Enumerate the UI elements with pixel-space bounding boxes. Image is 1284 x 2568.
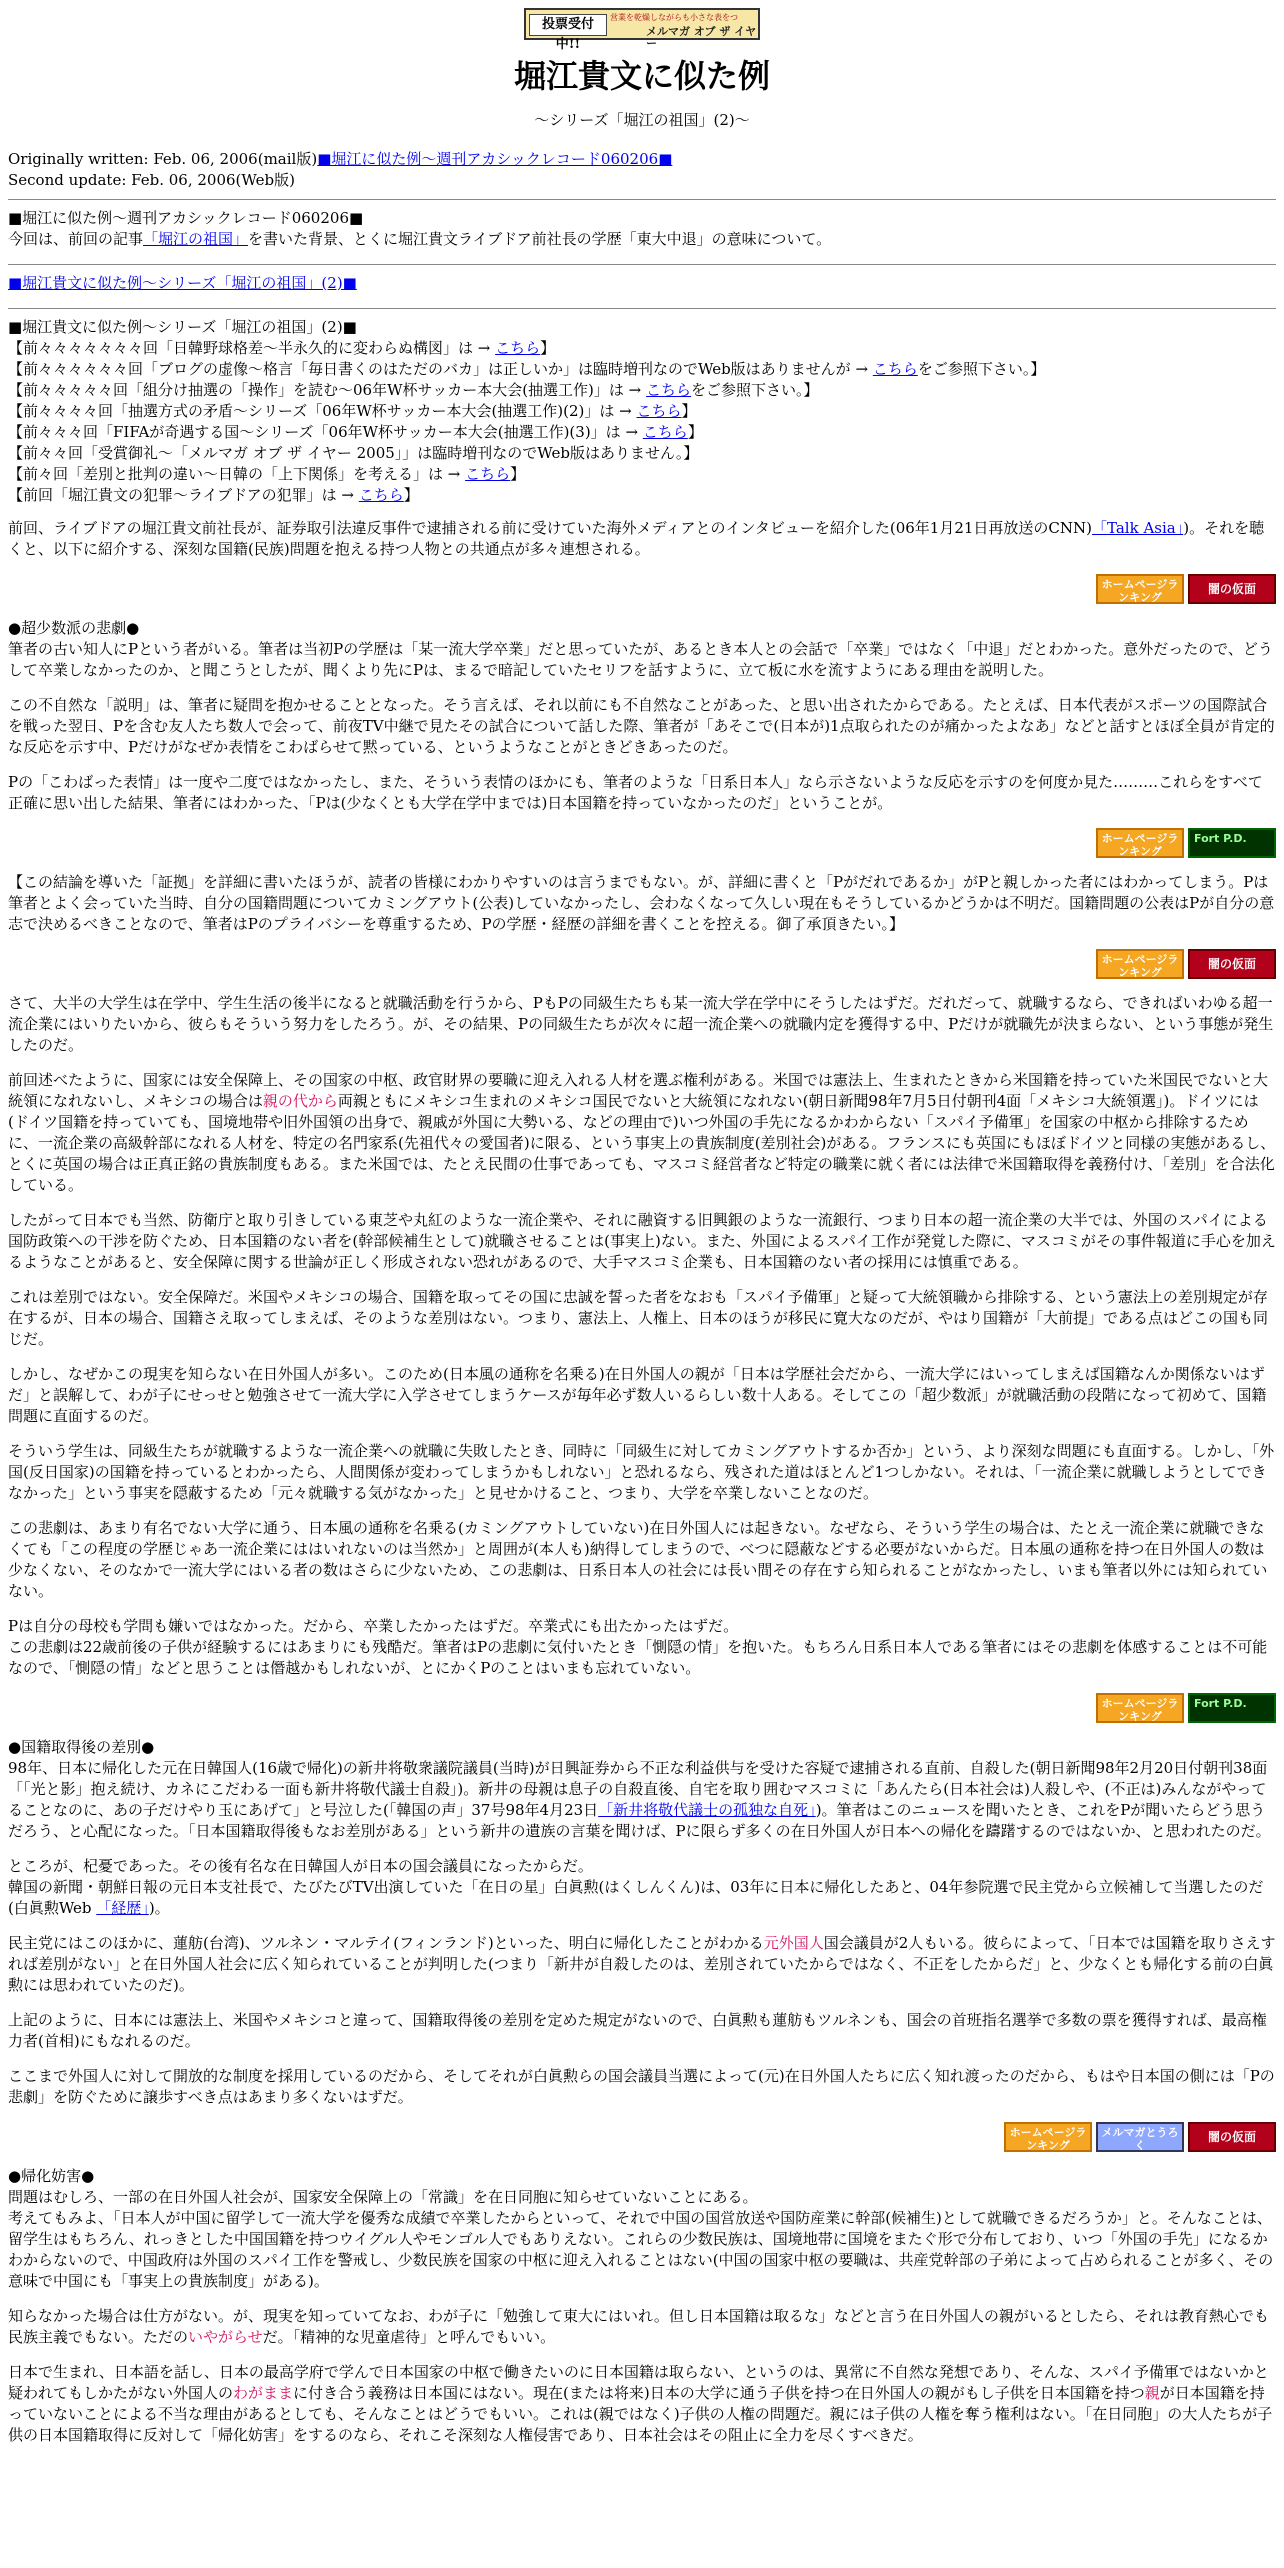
section-heading: ●帰化妨害●: [8, 2167, 95, 2185]
page-subtitle: ～シリーズ「堀江の祖国」(2)～: [534, 111, 750, 129]
prev-item: 【前々々回「受賞御礼～「メルマガ オブ ザ イヤー 2005」」は臨時増刊なのでWeb版はありません。】: [8, 444, 699, 462]
meta-info: [8, 149, 1276, 191]
paragraph: そういう学生は、同級生たちが就職するような一流企業への就職に失敗したとき、同時に「同級生に対してカミングアウトするか否か」という、より深刻な問題にも直面する。しかし、「外国(反日国家)の国籍を持っているとわかったら、人間関係が変わってしまうかもしれない」と恐れるなら、残された道はほとんど1つしかない。それは、「一流企業に就職しようとしてできなかった」という事実を隠蔽するため「元々就職する気がなかった」と見せかけること、つまり、大学を卒業しないことなのだ。: [8, 1442, 1275, 1502]
paragraph: これは差別ではない。安全保障だ。米国やメキシコの場合、国籍を取ってその国に忠誠を誓った者をなおも「スパイ予備軍」と疑って大統領職から排除する、という憲法上の差別規定が存在するが、日本の場合、国籍さえ取ってしまえば、そのような差別はない。つまり、憲法上、人権上、日本のほうが移民に寛大なのだが、やはり国籍が「大前提」である点はどこの国も同じだ。: [8, 1288, 1269, 1348]
prev-link[interactable]: こちら: [465, 465, 511, 483]
mailmag-badge[interactable]: メルマガとうろく: [1096, 2122, 1184, 2152]
written-text: Originally written: Feb. 06, 2006(mail版): [8, 150, 318, 168]
written-line: [8, 149, 1276, 170]
intro-text-pre: 今回は、前回の記事: [8, 230, 144, 248]
update-line: Second update: Feb. 06, 2006(Web版): [8, 171, 295, 189]
page-title: 堀江貴文に似た例: [513, 57, 770, 95]
prev-link[interactable]: こちら: [495, 339, 541, 357]
ranking-badge[interactable]: ホームページランキング: [1096, 949, 1184, 979]
paragraph: さて、大半の大学生は在学中、学生生活の後半になると就職活動を行うから、PもPの同級生たちも某一流大学在学中にそうしたはずだ。だれだって、就職するなら、できればいわゆる超一流企業にはいりたいから、彼らもそういう努力をしたろう。が、その結果、Pの同級生たちが次々に超一流企業への就職内定を獲得する中、Pだけが就職先が決まらない、という事態が発生したのだ。: [8, 994, 1274, 1054]
fort-badge[interactable]: Fort P.D.: [1188, 828, 1276, 858]
banner-area: [8, 0, 1276, 52]
paragraph: 筆者の古い知人にPという者がいる。筆者は当初Pの学歴は「某一流大学卒業」だと思っていたが、あるとき本人との会話で「卒業」ではなく「中退」だとわかった。意外だったので、どうして卒業しなかったのか、と聞こうとしたが、聞くより先にPは、まるで暗記していたセリフを話すように、立て板に水を流すようにある理由を説明した。: [8, 640, 1273, 679]
paragraph: 問題はむしろ、一部の在日外国人社会が、国家安全保障上の「常識」を在日同胞に知らせていないことにある。 考えてもみよ、「日本人が中国に留学して一流大学を優秀な成績で卒業したからといって、それで中国の国営放送や国防産業に幹部(候補生)として就職できるだろうか」と。そんなことは、留学生はもちろん、れっきとした中国国籍を持つウイグル人やモンゴル人でもありえない。これらの少数民族は、国境地帯に国境をまたぐ形で分布しており、いつ「外国の手先」になるかわからないので、中国政府は外国のスパイ工作を警戒し、少数民族を国家の中枢に迎え入れることはない(中国の国家中枢の要職は、共産党幹部の子弟によって占められることが多く、その意味で中国にも「事実上の貴族制度」がある)。: [8, 2188, 1274, 2290]
highlight-text: 元外国人: [763, 1934, 824, 1952]
highlight-text: 親: [1144, 2384, 1160, 2402]
paragraph: 【この結論を導いた「証拠」を詳細に書いたほうが、読者の皆様にわかりやすいのは言うまでもない。が、詳細に書くと「Pがだれであるか」がPと親しかった者にはわかってしまう。Pは筆者とよく会っていた当時、自分の国籍問題についてカミングアウト(公表)していなかったし、会わなくなって久しい現在もそうしているかどうかは不明だ。国籍問題の公表はPが自分の意志で決めるべきことなので、筆者はPのプライバシーを尊重するため、Pの学歴・経歴の詳細を書くことを控える。御了承頂きたい。】: [8, 873, 1275, 933]
badge-row: [8, 828, 1276, 860]
highlight-text: いやがらせ: [188, 2328, 263, 2346]
badge-row: [8, 1693, 1276, 1725]
written-link[interactable]: ■堀江に似た例～週刊アカシックレコード060206■: [317, 150, 673, 168]
lead-paragraph: 前回、ライブドアの堀江貴文前社長が、証券取引法違反事件で逮捕される前に受けていた海外メディアとのインタビューを紹介した(06年1月21日再放送のCNN)「Talk Asia」)。それを聴くと、以下に紹介する、深刻な国籍(民族)問題を抱える持つ人物との共通点が多々連想される。: [8, 519, 1265, 558]
fort-badge[interactable]: Fort P.D.: [1188, 1693, 1276, 1723]
prev-link[interactable]: こちら: [358, 486, 404, 504]
divider: [8, 199, 1276, 200]
highlight-text: 親の代から: [262, 1092, 338, 1110]
intro-link[interactable]: 「堀江の祖国」: [143, 230, 249, 248]
paragraph: 民主党にはこのほかに、蓮舫(台湾)、ツルネン・マルテイ(フィンランド)といった、明白に帰化したことがわかる元外国人国会議員が2人もいる。彼らによって、「日本では国籍を取りさえすれば差別がない」と在日外国人社会に広く知られていることが判明した(つまり「新井が自殺したのは、差別されていたからではなく、不正をしたからだ」と、少なくとも帰化する前の白眞勲には思われていたのだ)。: [8, 1934, 1276, 1994]
intro: [8, 208, 1276, 250]
vote-banner[interactable]: [524, 8, 760, 52]
ranking-badge[interactable]: ホームページランキング: [1004, 2122, 1092, 2152]
section-heading: ●超少数派の悲劇●: [8, 619, 140, 637]
paragraph: 前回述べたように、国家には安全保障上、その国家の中枢、政官財界の要職に迎え入れる人材を選ぶ権利がある。米国では憲法上、生まれたときから米国籍を持っていた米国民でないと大統領になれないし、メキシコの場合は親の代から両親ともにメキシコ生まれのメキシコ国民でないと大統領になれない(朝日新聞98年7月5日付朝刊4面「メキシコ大統領選」)。ドイツには(ドイツ国籍を持っていても、国境地帯や旧外国領の出身で、親戚が外国に大勢いる、などの理由で)いつ外国の手先になるかわからない「スパイ予備軍」を国家の中枢から排除するために、一流企業の高級幹部になれる人材を、特定の名門家系(先祖代々の愛国者)に限る、という事実上の貴族制度(差別社会)がある。フランスにも英国にもほぼドイツと同様の実態があるし、とくに英国の場合は正真正銘の貴族制度もある。また米国では、たとえ民間の仕事であっても、マスコミ経営者など特定の職業に就く者には法律で米国籍取得を義務付け、「差別」を合法化している。: [8, 1071, 1276, 1194]
vote-banner-tagline: 営業を乾燥しながらも小さな表をつ: [610, 13, 738, 22]
prev-item: 【前々々々々々々々回「日韓野球格差～半永久的に変わらぬ構図」は → こちら】: [8, 339, 556, 357]
ranking-badge[interactable]: ホームページランキング: [1096, 828, 1184, 858]
paragraph: したがって日本でも当然、防衛庁と取り引きしている東芝や丸紅のような一流企業や、それに融資する旧興銀のような一流銀行、つまり日本の超一流企業の大半では、外国のスパイによる国防政策への干渉を防ぐため、日本国籍のない者を(幹部候補生として)就職させることは(事実上)ない。また、外国によるスパイ工作が発覚した際に、マスコミがその事件報道に手心を加えるようなことがあると、安全保障に関する世論が正しく形成されない恐れがあるので、大手マスコミ企業も、日本国籍のない者の採用には慎重である。: [8, 1211, 1276, 1271]
paragraph: 知らなかった場合は仕方がない。が、現実を知っていてなお、わが子に「勉強して東大にはいれ。但し日本国籍は取るな」などと言う在日外国人の親がいるとしたら、それは教育熱心でも民族主義でもない。ただのいやがらせだ。「精神的な児童虐待」と呼んでもいい。: [8, 2307, 1269, 2346]
article-heading: ■堀江貴文に似た例～シリーズ「堀江の祖国」(2)■: [8, 318, 357, 336]
paragraph: ところが、杞憂であった。その後有名な在日韓国人が日本の国会議員になったからだ。 韓国の新聞・朝鮮日報の元日本支社長で、たびたびTV出演していた「在日の星」白眞勲(はくしんくん)は、03年に日本に帰化したあと、04年参院選で民主党から立候補して当選したのだ(白眞勲Web 「経歴」)。: [8, 1857, 1264, 1917]
prev-link[interactable]: こちら: [646, 381, 692, 399]
toc-link[interactable]: ■堀江貴文に似た例～シリーズ「堀江の祖国」(2)■: [8, 274, 357, 292]
prev-item: 【前々々々々回「抽選方式の矛盾～シリーズ「06年W杯サッカー本大会(抽選工作)(2)」は → こちら】: [8, 402, 697, 420]
section-heading: ●国籍取得後の差別●: [8, 1738, 155, 1756]
paragraph: 98年、日本に帰化した元在日韓国人(16歳で帰化)の新井将敬衆議院議員(当時)が日興証券から不正な利益供与を受けた容疑で逮捕される直前、自殺した(朝日新聞98年2月20日付朝刊38面「「光と影」抱え続け、カネにこだわる一面も新井将敬代議士自殺」)。新井の母親は息子の自殺直後、自宅を取り囲むマスコミに「あんたら(日本社会は)人殺しや、(不正は)みんながやってることなのに、あの子だけやり玉にあげて」と号泣した(「韓国の声」37号98年4月23日「新井将敬代議士の孤独な自死」)。筆者はこのニュースを聞いたとき、これをPが聞いたらどう思うだろう、と心配になった。「日本国籍取得後もなお差別がある」という新井の遺族の言葉を聞けば、Pに限らず多くの在日外国人が日本への帰化を躊躇するのではないか、と思われたのだ。: [8, 1759, 1271, 1840]
divider: [8, 264, 1276, 265]
divider: [8, 308, 1276, 309]
paragraph: しかし、なぜかこの現実を知らない在日外国人が多い。このため(日本風の通称を名乗る)在日外国人の親が「日本は学歴社会だから、一流大学にはいってしまえば国籍なんか関係ないはずだ」と誤解して、わが子にせっせと勉強させて一流大学に入学させてしまうケースが毎年必ず数人いるらしい数十人ある。そしてこの「超少数派」が就職活動の段階になって初めて、国籍問題に直面するのだ。: [8, 1365, 1267, 1425]
prev-item: 【前々々々々々回「組分け抽選の「操作」を読む～06年W杯サッカー本大会(抽選工作)」は → こちらをご参照下さい。】: [8, 381, 819, 399]
ranking-badge[interactable]: ホームページランキング: [1096, 1693, 1184, 1723]
prev-link[interactable]: こちら: [872, 360, 918, 378]
prev-item: 【前回「堀江貴文の犯罪～ライブドアの犯罪」は → こちら】: [8, 486, 419, 504]
prev-item: 【前々回「差別と批判の違い～日韓の「上下関係」を考える」は → こちら】: [8, 465, 526, 483]
prev-link[interactable]: こちら: [642, 423, 688, 441]
badge-row: [8, 949, 1276, 981]
intro-heading: ■堀江に似た例～週刊アカシックレコード060206■: [8, 209, 364, 227]
highlight-text: わがまま: [233, 2384, 294, 2402]
toc: [8, 273, 1276, 294]
talk-asia-link[interactable]: 「Talk Asia」: [1092, 519, 1184, 537]
arai-link[interactable]: 「新井将敬代議士の孤独な自死」: [598, 1801, 816, 1819]
career-link[interactable]: 「経歴」: [96, 1899, 149, 1917]
paragraph: Pは自分の母校も学問も嫌いではなかった。だから、卒業したかったはずだ。卒業式にも出たかったはずだ。 この悲劇は22歳前後の子供が経験するにはあまりにも残酷だ。筆者はPの悲劇に気付いたとき「惻隠の情」を抱いた。もちろん日系日本人である筆者にはその悲劇を体感することは不可能なので、「惻隠の情」などと思うことは僭越かもしれないが、とにかくPのことはいまも忘れていない。: [8, 1617, 1268, 1677]
paragraph: 日本で生まれ、日本語を話し、日本の最高学府で学んで日本国家の中枢で働きたいのに日本国籍は取らない、というのは、異常に不自然な発想であり、そんな、スパイ予備軍ではないかと疑われてもしかたがない外国人のわがままに付き合う義務は日本国にはない。現在(または将来)日本の大学に通う子供を持つ在日外国人の親がもし子供を日本国籍を持つ親が日本国籍を持っていないことによる不当な理由があるとしても、そんなことはどうでもいい。これは(親ではなく)子供の人権の問題だ。親には子供の人権を奪う権利はない。「在日同胞」の大人たちが子供の日本国籍取得に反対して「帰化妨害」をするのなら、それこそ深刻な人権侵害であり、日本社会はその阻止に全力を尽くすべきだ。: [8, 2363, 1273, 2444]
paragraph: この不自然な「説明」は、筆者に疑問を抱かせることとなった。そう言えば、それ以前にも不自然なことがあった、と思い出されたからである。たとえば、日本代表がスポーツの国際試合を戦った翌日、Pを含む友人たち数人で会って、前夜TV中継で見たその試合について話した際、筆者が「あそこで(日本が)1点取られたのが痛かったよなあ」などと話すとほぼ全員が肯定的な反応を示す中、Pだけがなぜか表情をこわばらせて黙っている、というようなことがときどきあったのだ。: [8, 696, 1275, 756]
paragraph: ここまで外国人に対して開放的な制度を採用しているのだから、そしてそれが白眞勲らの国会議員当選によって(元)在日外国人たちに広く知れ渡ったのだから、もはや日本国の側には「Pの悲劇」を防ぐために譲歩すべき点はあまり多くないはずだ。: [8, 2067, 1275, 2106]
mask-badge[interactable]: 闇の仮面: [1188, 574, 1276, 604]
paragraph: Pの「こわばった表情」は一度や二度ではなかったし、また、そういう表情のほかにも、筆者のような「日系日本人」なら示さないような反応を示すのを何度か見た………これらをすべて正確に思い出した結果、筆者にはわかった、「Pは(少なくとも大学在学中までは)日本国籍を持っていなかったのだ」ということが。: [8, 773, 1263, 812]
vote-banner-award: メルマガ オブ ザ イヤー: [646, 25, 757, 50]
mask-badge[interactable]: 闇の仮面: [1188, 2122, 1276, 2152]
vote-banner-label: 投票受付中!!: [529, 14, 607, 36]
mask-badge[interactable]: 闇の仮面: [1188, 949, 1276, 979]
previous-articles: [8, 317, 1276, 506]
prev-item: 【前々々々々々々回「ブログの虚像～格言「毎日書くのはただのバカ」は正しいか」は臨時増刊なのでWeb版はありませんが → こちらをご参照下さい。】: [8, 360, 1046, 378]
badge-row: [8, 2122, 1276, 2154]
badge-row: [8, 574, 1276, 606]
paragraph: 上記のように、日本には憲法上、米国やメキシコと違って、国籍取得後の差別を定めた規定がないので、白眞勲も蓮舫もツルネンも、国会の首班指名選挙で多数の票を獲得すれば、最高権力者(首相)にもなれるのだ。: [8, 2011, 1267, 2050]
paragraph: この悲劇は、あまり有名でない大学に通う、日本風の通称を名乗る(カミングアウトしていない)在日外国人には起きない。なぜなら、そういう学生の場合は、たとえ一流企業に就職できなくても「この程度の学歴じゃあ一流企業にははいれないのは当然か」と周囲が(本人も)納得してしまうので、べつに隠蔽などする必要がないからだ。日本風の通称を持つ在日外国人の数は少なくない、そのなかで一流大学にはいる者の数はさらに少ないため、この悲劇は、日系日本人の社会には長い間その存在すら知られることがなかったし、いまも筆者以外には知られていない。: [8, 1519, 1268, 1600]
prev-item: 【前々々々回「FIFAが奇遇する国～シリーズ「06年W杯サッカー本大会(抽選工作)(3)」は → こちら】: [8, 423, 703, 441]
intro-text-post: を書いた背景、とくに堀江貴文ライブドア前社長の学歴「東大中退」の意味について。: [248, 230, 832, 248]
ranking-badge[interactable]: ホームページランキング: [1096, 574, 1184, 604]
prev-link[interactable]: こちら: [636, 402, 682, 420]
